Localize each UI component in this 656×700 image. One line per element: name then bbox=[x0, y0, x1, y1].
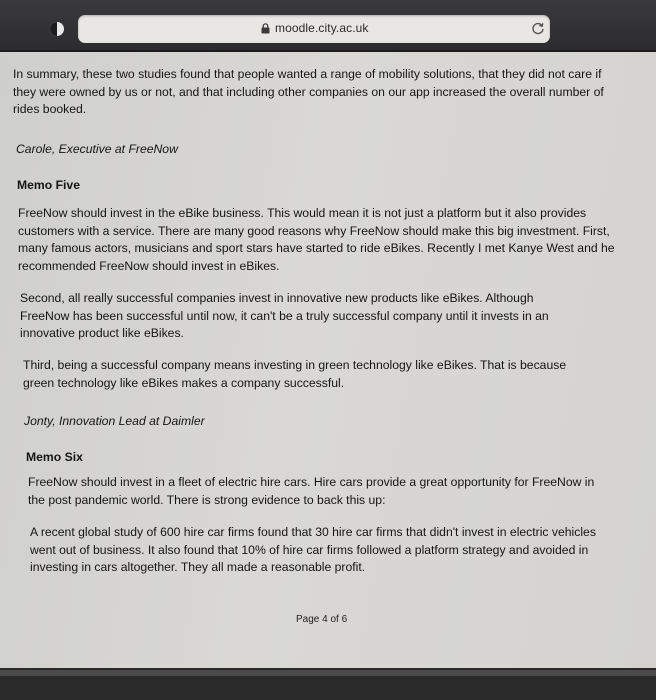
document-page bbox=[0, 52, 656, 672]
memo-five-heading: Memo Five bbox=[17, 178, 80, 192]
page-number: Page 4 of 6 bbox=[296, 614, 348, 625]
memo-four-signature: Carole, Executive at FreeNow bbox=[16, 142, 178, 156]
address-bar[interactable] bbox=[78, 15, 550, 43]
memo-five-paragraph-1: FreeNow should invest in the eBike business. This would mean it is not just a platform but it also provides customers with a service. There are many good reasons why FreeNow should make this big investment. First, many famous actors, musicians and sport stars have started to ride eBikes. Recently I met Kanye West and he recommended FreeNow should invest in eBikes. bbox=[18, 206, 615, 273]
lock-icon bbox=[261, 23, 270, 34]
memo-six-heading: Memo Six bbox=[26, 450, 83, 464]
summary-paragraph: In summary, these two studies found that people wanted a range of mobility solutions, that they did not care if they were owned by us or not, and that including other companies on our app increased the overall number of rides booked. bbox=[13, 67, 604, 116]
memo-six-paragraph-1: FreeNow should invest in a fleet of electric hire cars. Hire cars provide a great opportunity for FreeNow in the post pandemic world. There is strong evidence to back this up: bbox=[28, 475, 595, 507]
memo-five-signature: Jonty, Innovation Lead at Daimler bbox=[24, 414, 205, 428]
memo-six-paragraph-2: A recent global study of 600 hire car firms found that 30 hire car firms that didn't invest in electric vehicles went out of business. It also found that 10% of hire car firms followed a platform strategy and avoided in investing in cars altogether. They all made a reasonable profit. bbox=[30, 525, 596, 574]
privacy-shield-icon[interactable] bbox=[50, 22, 64, 36]
memo-five-paragraph-3: Third, being a successful company means investing in green technology like eBikes. That is because green technology like eBikes makes a company successful. bbox=[23, 358, 567, 390]
bottom-frame bbox=[0, 668, 656, 700]
url-text: moodle.city.ac.uk bbox=[275, 21, 369, 35]
memo-five-paragraph-2: Second, all really successful companies invest in innovative new products like eBikes. Although FreeNow has been successful until now, it can't be a truly successful company until it invests in an innovative product like eBikes. bbox=[20, 291, 549, 340]
scroll-edge bbox=[0, 670, 656, 676]
browser-toolbar bbox=[0, 0, 656, 50]
reload-icon[interactable] bbox=[531, 21, 545, 35]
